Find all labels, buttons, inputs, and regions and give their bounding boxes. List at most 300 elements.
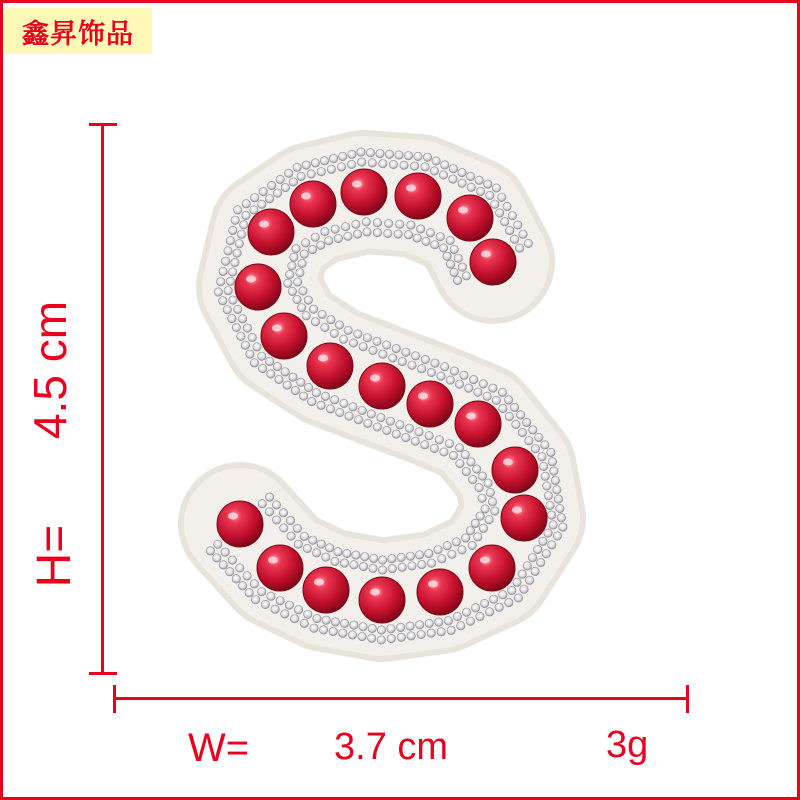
rhinestone (223, 306, 231, 314)
rhinestone (348, 631, 356, 639)
rhinestone (414, 152, 422, 160)
rhinestone (226, 568, 234, 576)
rhinestone (310, 624, 318, 632)
rhinestone (474, 388, 482, 396)
rhinestone (434, 546, 442, 554)
rhinestone (489, 384, 497, 392)
rhinestone (499, 404, 507, 412)
rhinestone (228, 314, 236, 322)
rhinestone (523, 562, 531, 570)
rhinestone (438, 555, 446, 563)
rhinestone (369, 564, 377, 572)
rhinestone (327, 316, 335, 324)
rhinestone (378, 566, 386, 574)
rhinestone (415, 428, 423, 436)
rhinestone (348, 150, 356, 158)
red-pearl (469, 545, 515, 591)
pearl-highlight (406, 185, 416, 192)
rhinestone (504, 396, 512, 404)
rhinestone (265, 195, 273, 203)
rhinestone (271, 605, 279, 613)
rhinestone (289, 178, 297, 186)
rhinestone (373, 228, 381, 236)
rhinestone (281, 368, 289, 376)
rhinestone (258, 588, 266, 596)
rhinestone (554, 495, 562, 503)
rhinestone (321, 323, 329, 331)
rhinestone (327, 165, 335, 173)
rhinestone (425, 619, 433, 627)
rhinestone (512, 420, 520, 428)
rhinestone (471, 604, 479, 612)
rhinestone (425, 549, 433, 557)
rhinestone (510, 403, 518, 411)
rhinestone (447, 626, 455, 634)
rhinestone (359, 343, 367, 351)
rhinestone (544, 529, 552, 537)
rhinestone (281, 610, 289, 618)
rhinestone (425, 432, 433, 440)
rhinestone (239, 582, 247, 590)
rhinestone (488, 498, 496, 506)
rhinestone (253, 343, 261, 351)
rhinestone (430, 444, 438, 452)
rhinestone (234, 305, 242, 313)
rhinestone (389, 160, 397, 168)
rhinestone (448, 550, 456, 558)
rhinestone (462, 467, 470, 475)
rhinestone (392, 430, 400, 438)
rhinestone (265, 357, 273, 365)
rhinestone (396, 220, 404, 228)
rhinestone (466, 617, 474, 625)
pearl-highlight (512, 507, 522, 514)
rhinestone (245, 589, 253, 597)
rhinestone (294, 606, 302, 614)
pearl-highlight (314, 579, 324, 586)
rhinestone (285, 169, 293, 177)
rhinestone (308, 245, 316, 253)
rhinestone (553, 532, 561, 540)
rhinestone (431, 241, 439, 249)
rhinestone (382, 341, 390, 349)
rhinestone (466, 172, 474, 180)
rhinestone (456, 459, 464, 467)
rhinestone (548, 541, 556, 549)
rhinestone (335, 321, 343, 329)
rhinestone (369, 346, 377, 354)
rhinestone (339, 152, 347, 160)
rhinestone (443, 252, 451, 260)
rhinestone (415, 551, 423, 559)
rhinestone (237, 332, 245, 340)
rhinestone (232, 323, 240, 331)
rhinestone (413, 234, 421, 242)
rhinestone (432, 157, 440, 165)
rhinestone (406, 552, 414, 560)
width-label: W= (188, 726, 250, 770)
rhinestone (303, 544, 311, 552)
rhinestone (367, 410, 375, 418)
rhinestone (449, 165, 457, 173)
rhinestone (231, 258, 239, 266)
rhinestone (231, 216, 239, 224)
rhinestone (343, 549, 351, 557)
rhinestone (437, 372, 445, 380)
rhinestone (318, 310, 326, 318)
rhinestone (395, 151, 403, 159)
rhinestone (299, 392, 307, 400)
rhinestone (408, 562, 416, 570)
rhinestone (435, 436, 443, 444)
rhinestone (556, 504, 564, 512)
rhinestone (392, 344, 400, 352)
rhinestone (524, 239, 532, 247)
rhinestone (547, 511, 555, 519)
rhinestone (299, 287, 307, 295)
rhinestone (453, 276, 461, 284)
red-pearl (257, 545, 303, 591)
red-pearl (501, 495, 547, 541)
rhinestone (490, 595, 498, 603)
height-label: H= (28, 524, 81, 588)
rhinestone (294, 540, 302, 548)
rhinestone (317, 401, 325, 409)
rhinestone (221, 257, 229, 265)
rhinestone (402, 433, 410, 441)
rhinestone (377, 636, 385, 644)
rhinestone (329, 154, 337, 162)
rhinestone (386, 417, 394, 425)
rhinestone (240, 221, 248, 229)
rhinestone (331, 557, 339, 565)
pearl-highlight (259, 221, 269, 228)
rhinestone (469, 375, 477, 383)
rhinestone (383, 426, 391, 434)
rhinestone (469, 475, 477, 483)
rhinestone (288, 287, 296, 295)
rhinestone (309, 305, 317, 313)
rhinestone (267, 592, 275, 600)
rhinestone (534, 545, 542, 553)
rhinestone (551, 476, 559, 484)
rhinestone (276, 597, 284, 605)
rhinestone (265, 508, 273, 516)
rhinestone (402, 348, 410, 356)
brand-logo: 鑫昇饰品 (4, 8, 152, 54)
rhinestone (334, 234, 342, 242)
rhinestone (441, 363, 449, 371)
rhinestone (362, 218, 370, 226)
pearl-highlight (318, 355, 328, 362)
rhinestone (242, 211, 250, 219)
rhinestone (503, 202, 511, 210)
rhinestone (436, 233, 444, 241)
rhinestone (467, 458, 475, 466)
rhinestone (461, 451, 469, 459)
rhinestone (376, 149, 384, 157)
rhinestone (537, 558, 545, 566)
rhinestone (544, 492, 552, 500)
rhinestone (300, 619, 308, 627)
rhinestone (515, 244, 523, 252)
rhinestone (439, 171, 447, 179)
rhinestone (450, 268, 458, 276)
red-pearl (307, 343, 353, 389)
rhinestone (285, 601, 293, 609)
rhinestone (366, 149, 374, 157)
rhinestone (417, 630, 425, 638)
rhinestone (258, 500, 266, 508)
rhinestone (302, 312, 310, 320)
rhinestone (421, 355, 429, 363)
rhinestone (221, 548, 229, 556)
rhinestone (321, 227, 329, 235)
rhinestone (353, 230, 361, 238)
red-pearl (417, 569, 463, 615)
rhinestone (539, 462, 547, 470)
pearl-highlight (503, 459, 513, 466)
rhinestone (423, 153, 431, 161)
rhinestone (461, 534, 469, 542)
rhinestone (458, 546, 466, 554)
rhinestone (535, 433, 543, 441)
rhinestone (407, 221, 415, 229)
rhinestone (228, 556, 236, 564)
rhinestone (460, 371, 468, 379)
rhinestone (440, 448, 448, 456)
rhinestone (317, 168, 325, 176)
rhinestone (396, 421, 404, 429)
rhinestone (437, 628, 445, 636)
rhinestone (349, 339, 357, 347)
rhinestone (498, 193, 506, 201)
rhinestone (421, 163, 429, 171)
rhinestone (379, 556, 387, 564)
rhinestone (479, 524, 487, 532)
rhinestone (388, 564, 396, 572)
rhinestone (311, 318, 319, 326)
rhinestone (427, 368, 435, 376)
rhinestone (261, 600, 269, 608)
rhinestone (226, 277, 234, 285)
pearl-highlight (268, 557, 278, 564)
rhinestone (411, 437, 419, 445)
rhinestone (525, 437, 533, 445)
rhinestone (387, 625, 395, 633)
rhinestone (444, 617, 452, 625)
rhinestone (539, 537, 547, 545)
rhinestone (229, 296, 237, 304)
rhinestone (219, 267, 227, 275)
pearl-highlight (272, 325, 282, 332)
rhinestone (373, 423, 381, 431)
rhinestone (259, 187, 267, 195)
rhinestone (455, 380, 463, 388)
rhinestone (265, 493, 273, 501)
rhinestone (435, 618, 443, 626)
rhinestone (385, 150, 393, 158)
rhinestone (418, 560, 426, 568)
rhinestone (344, 326, 352, 334)
rhinestone (491, 200, 499, 208)
rhinestone (485, 516, 493, 524)
rhinestone (426, 229, 434, 237)
rhinestone (273, 189, 281, 197)
rhinestone (326, 405, 334, 413)
rhinestone (531, 567, 539, 575)
rhinestone (492, 396, 500, 404)
rhinestone (404, 231, 412, 239)
rhinestone (476, 512, 484, 520)
rhinestone (368, 634, 376, 642)
rhinestone (251, 194, 259, 202)
rhinestone (400, 161, 408, 169)
rhinestone (518, 570, 526, 578)
rhinestone (548, 458, 556, 466)
rhinestone (384, 229, 392, 237)
rhinestone (474, 533, 482, 541)
rhinestone (317, 241, 325, 249)
rhinestone (387, 634, 395, 642)
rhinestone (319, 626, 327, 634)
rhinestone (541, 441, 549, 449)
rhinestone (379, 350, 387, 358)
rhinestone (370, 554, 378, 562)
rhinestone (457, 622, 465, 630)
rhinestone (416, 621, 424, 629)
rhinestone (325, 237, 333, 245)
rhinestone (410, 162, 418, 170)
red-pearl (303, 567, 349, 613)
rhinestone (450, 245, 458, 253)
rhinestone (543, 482, 551, 490)
rhinestone (455, 444, 463, 452)
rhinestone (538, 453, 546, 461)
rhinestone (297, 172, 305, 180)
rhinestone (483, 392, 491, 400)
rhinestone (388, 555, 396, 563)
rhinestone (514, 594, 522, 602)
rhinestone (557, 514, 565, 522)
rhinestone (363, 334, 371, 342)
rhinestone (288, 262, 296, 270)
rhinestone (549, 521, 557, 529)
rhinestone (291, 386, 299, 394)
rhinestone (237, 230, 245, 238)
pearl-highlight (370, 375, 380, 382)
rhinestone (312, 549, 320, 557)
rhinestone (480, 599, 488, 607)
rhinestone (379, 160, 387, 168)
rhinestone (293, 524, 301, 532)
rhinestone (450, 367, 458, 375)
pearl-highlight (480, 557, 490, 564)
rhinestone (329, 627, 337, 635)
rhinestone (349, 403, 357, 411)
pearl-highlight (466, 413, 476, 420)
rhinestone (347, 160, 355, 168)
rhinestone (462, 608, 470, 616)
red-pearl (235, 264, 281, 310)
rhinestone (501, 218, 509, 226)
rhinestone (408, 361, 416, 369)
rhinestone (280, 524, 288, 532)
pearl-highlight (428, 581, 438, 588)
rhinestone (476, 612, 484, 620)
rhinestone (368, 159, 376, 167)
red-pearl (470, 239, 516, 285)
rhinestone (486, 191, 494, 199)
rhinestone (523, 418, 531, 426)
rhinestone (293, 163, 301, 171)
rhinestone (243, 324, 251, 332)
red-pearl (455, 401, 501, 447)
rhinestone (479, 380, 487, 388)
rhinestone (384, 219, 392, 227)
rhinestone (354, 416, 362, 424)
rhinestone (449, 451, 457, 459)
rhinestone (377, 626, 385, 634)
rhinestone (405, 424, 413, 432)
rhinestone (528, 554, 536, 562)
rhinestone (297, 378, 305, 386)
rhinestone (466, 527, 474, 535)
rhinestone (446, 260, 454, 268)
rhinestone (519, 230, 527, 238)
rhinestone (243, 572, 251, 580)
rhinestone (431, 359, 439, 367)
rhinestone (229, 226, 237, 234)
rhinestone (427, 559, 435, 567)
rhinestone (311, 233, 319, 241)
red-pearl (248, 209, 294, 255)
rhinestone (241, 341, 249, 349)
rhinestone (301, 239, 309, 247)
rhinestone (229, 268, 237, 276)
rhinestone (475, 176, 483, 184)
rhinestone (289, 373, 297, 381)
red-pearl (395, 173, 441, 219)
rhinestone (417, 225, 425, 233)
rhinestone (421, 441, 429, 449)
rhinestone (298, 259, 306, 267)
rhinestone (513, 578, 521, 586)
rhinestone (250, 359, 258, 367)
rhinestone (330, 329, 338, 337)
rhinestone (439, 244, 447, 252)
rhinestone (363, 228, 371, 236)
rhinestone (359, 623, 367, 631)
rhinestone (258, 352, 266, 360)
rhinestone (294, 278, 302, 286)
rhinestone (508, 586, 516, 594)
rhinestone (272, 516, 280, 524)
rhinestone (478, 472, 486, 480)
rhinestone (478, 494, 486, 502)
rhinestone (394, 230, 402, 238)
rhinestone (559, 523, 567, 531)
rhinestone (340, 559, 348, 567)
rhinestone (495, 603, 503, 611)
rhinestone (304, 383, 312, 391)
rhinestone (311, 159, 319, 167)
rhinestone (248, 333, 256, 341)
rhinestone (397, 553, 405, 561)
rhinestone (350, 621, 358, 629)
rhinestone (232, 575, 240, 583)
pearl-highlight (458, 207, 468, 214)
